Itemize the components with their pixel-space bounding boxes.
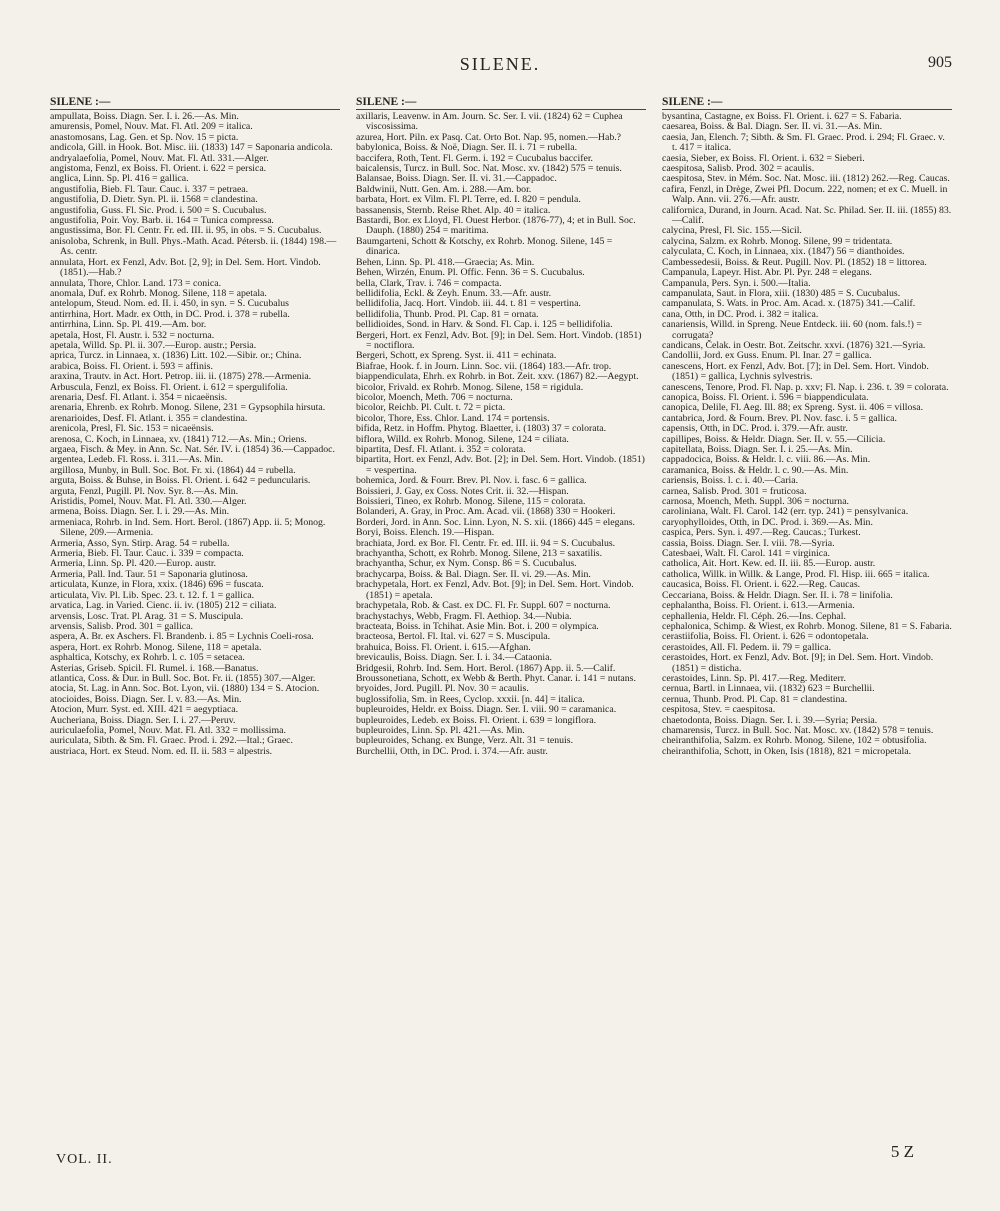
index-entry: campanulata, S. Wats. in Proc. Am. Acad. x. (1875) 341.—Calif. (662, 298, 916, 310)
index-entry: calycina, Presl, Fl. Sic. 155.—Sicil. (662, 225, 802, 237)
index-entry: brevicaulis, Boiss. Diagn. Ser. I. i. 34.—Cataonia. (356, 652, 552, 664)
index-entry: apetala, Willd. Sp. Pl. ii. 307.—Europ. austr.; Persia. (50, 339, 257, 351)
index-entry: caesia, Sieber, ex Boiss. Fl. Orient. i. 632 = Sieberi. (662, 152, 865, 164)
index-entry: arenaria, Ehrenb. ex Rohrb. Monog. Silene, 231 = Gypsophila hirsuta. (50, 402, 326, 414)
index-entry: bipartita, Hort. ex Fenzl, Adv. Bot. [2]; in Del. Sem. Hort. Vindob. (1851) = vespertina. (356, 454, 645, 476)
index-entry: articulata, Kunze, in Flora, xxix. (1846) 696 = fuscata. (50, 579, 264, 591)
index-entry: chamarensis, Turcz. in Bull. Soc. Nat. Mosc. xv. (1842) 578 = tenuis. (662, 724, 934, 736)
index-entry: Asterias, Griseb. Spicil. Fl. Rumel. i. 168.—Banatus. (50, 662, 259, 674)
index-entry: arenaria, Desf. Fl. Atlant. i. 354 = nicaeënsis. (50, 391, 228, 403)
index-entry: bellidifolia, Jacq. Hort. Vindob. iii. 44. t. 81 = vespertina. (356, 298, 581, 310)
index-entry: cheiranthifolia, Schott, in Oken, Isis (1818), 821 = micropetala. (662, 745, 912, 757)
index-entry: Armeria, Pall. Ind. Taur. 51 = Saponaria glutinosa. (50, 568, 248, 580)
index-entry: articulata, Viv. Pl. Lib. Spec. 23. t. 12. f. 1 = gallica. (50, 589, 255, 601)
index-entry: Aristidis, Pomel, Nouv. Mat. Fl. Atl. 330.—Alger. (50, 496, 247, 508)
entry-list (662, 112, 952, 757)
index-entry: Bergeri, Hort. ex Fenzl, Adv. Bot. [9]; in Del. Sem. Hort. Vindob. (1851) = noctiflora. (356, 329, 642, 351)
index-entry: arabica, Boiss. Fl. Orient. i. 593 = affinis. (50, 360, 213, 372)
index-entry: armena, Boiss. Diagn. Ser. I. i. 29.—As. Min. (50, 506, 230, 518)
index-entry: anisoloba, Schrenk, in Bull. Phys.-Math. Acad. Pétersb. ii. (1844) 198.—As. centr. (50, 235, 337, 258)
index-entry: atocia, St. Lag. in Ann. Soc. Bot. Lyon, vii. (1880) 134 = S. Atocion. (50, 683, 320, 695)
index-entry: aspera, Hort. ex Rohrb. Monog. Silene, 118 = apetala. (50, 641, 262, 653)
index-entry: bipartita, Desf. Fl. Atlant. i. 352 = colorata. (356, 444, 526, 455)
index-entry: chaetodonta, Boiss. Diagn. Ser. I. i. 39.—Syria; Persia. (662, 714, 878, 726)
index-entry: capitellata, Boiss. Diagn. Ser. I. i. 25.—As. Min. (662, 444, 853, 455)
index-entry: brachiata, Jord. ex Bor. Fl. Centr. Fr. ed. III. ii. 94 = S. Cucubalus. (356, 537, 616, 549)
index-entry: arenosa, C. Koch, in Linnaea, xv. (1841) 712.—As. Min.; Oriens. (50, 433, 307, 445)
index-entry: Boryi, Boiss. Elench. 19.—Hispan. (356, 527, 495, 539)
index-entry: cernua, Bartl. in Linnaea, vii. (1832) 623 = Burchellii. (662, 683, 875, 695)
index-entry: bryoides, Jord. Pugill. Pl. Nov. 30 = acaulis. (356, 683, 529, 695)
index-entry: canescens, Hort. ex Fenzl, Adv. Bot. [7]; in Del. Sem. Hort. Vindob. (1851) = gallica, Lychnis sylvestris. (662, 360, 929, 383)
index-entry: catholica, Willk. in Willk. & Lange, Prod. Fl. Hisp. iii. 665 = italica. (662, 568, 930, 580)
index-entry: canopica, Boiss. Fl. Orient. i. 596 = biappendiculata. (662, 391, 869, 403)
index-entry: cantabrica, Jord. & Fourn. Brev. Pl. Nov. fasc. i. 5 = gallica. (662, 412, 897, 424)
index-entry: armeniaca, Rohrb. in Ind. Sem. Hort. Berol. (1867) App. ii. 5; Monog. Silene, 209.—Armenia. (50, 516, 326, 539)
index-entry: atlantica, Coss. & Dur. in Bull. Soc. Bot. Fr. ii. (1855) 307.—Alger. (50, 672, 316, 684)
index-entry: Cambessedesii, Boiss. & Reut. Pugill. Nov. Pl. (1852) 18 = littorea. (662, 256, 927, 268)
index-entry: Campanula, Pers. Syn. i. 500.—Italia. (662, 277, 811, 289)
entry-list (50, 112, 340, 757)
index-entry: bifida, Retz. in Hoffm. Phytog. Blaetter, i. (1803) 37 = colorata. (356, 423, 607, 435)
index-entry: Biafrae, Hook. f. in Journ. Linn. Soc. vii. (1864) 183.—Afr. trop. (356, 360, 612, 372)
index-entry: araxina, Trautv. in Act. Hort. Petrop. iii. ii. (1875) 278.—Armenia. (50, 371, 312, 383)
index-entry: cafira, Fenzl, in Drège, Zwei Pfl. Docum. 222, nomen; et ex C. Muell. in Walp. Ann. vii. 276.—Afr. austr. (662, 183, 948, 206)
index-entry: anglica, Linn. Sp. Pl. 416 = gallica. (50, 173, 189, 185)
index-entry: angustifolia, Guss. Fl. Sic. Prod. i. 500 = S. Cucubalus. (50, 204, 267, 216)
index-entry: brahuica, Boiss. Fl. Orient. i. 615.—Afghan. (356, 641, 531, 653)
index-entry: capensis, Otth, in DC. Prod. i. 379.—Afr. austr. (662, 423, 848, 435)
index-entry: axillaris, Leavenw. in Am. Journ. Sc. Ser. I. vii. (1824) 62 = Cuphea viscosissima. (356, 111, 623, 133)
index-entry: calycina, Salzm. ex Rohrb. Monog. Silene, 99 = tridentata. (662, 235, 893, 247)
index-entry: bracteata, Boiss. in Tchihat. Asie Min. Bot. i. 200 = olympica. (356, 620, 599, 632)
index-entry: Bolanderi, A. Gray, in Proc. Am. Acad. vii. (1868) 330 = Hookeri. (356, 506, 616, 518)
index-entry: Candollii, Jord. ex Guss. Enum. Pl. Inar. 27 = gallica. (662, 350, 872, 362)
index-entry: bicolor, Moench, Meth. 706 = nocturna. (356, 391, 513, 403)
index-entry: bupleuroides, Linn. Sp. Pl. 421.—As. Min. (356, 724, 525, 736)
index-entry: canescens, Tenore, Prod. Fl. Nap. p. xxv; Fl. Nap. i. 236. t. 39 = colorata. (662, 381, 949, 393)
index-entry: caucasica, Boiss. Fl. Orient. i. 622.—Reg. Caucas. (662, 579, 861, 591)
index-entry: annulata, Thore, Chlor. Land. 173 = conica. (50, 277, 222, 289)
index-entry: carnosa, Moench, Meth. Suppl. 306 = nocturna. (662, 496, 850, 508)
index-entry: cespitosa, Stev. = caespitosa. (662, 704, 776, 716)
index-entry: annulata, Hort. ex Fenzl, Adv. Bot. [2, 9]; in Del. Sem. Hort. Vindob. (1851).—Hab.? (50, 256, 321, 279)
index-entry: arenicola, Presl, Fl. Sic. 153 = nicaeënsis. (50, 423, 214, 435)
index-entry: carnea, Salisb. Prod. 301 = fruticosa. (662, 485, 807, 497)
index-entry: bicolor, Thore, Ess. Chlor. Land. 174 = portensis. (356, 412, 550, 424)
index-entry: caesarea, Boiss. & Bal. Diagn. Ser. II. vi. 31.—As. Min. (662, 121, 883, 133)
index-entry: bellidioides, Sond. in Harv. & Sond. Fl. Cap. i. 125 = bellidifolia. (356, 319, 613, 331)
index-entry: cerastoides, Linn. Sp. Pl. 417.—Reg. Mediterr. (662, 672, 846, 684)
index-entry: Atocion, Murr. Syst. ed. XIII. 421 = aegyptiaca. (50, 704, 239, 716)
index-entry: cariensis, Boiss. l. c. i. 40.—Caria. (662, 475, 799, 487)
index-entry: arguta, Fenzl, Pugill. Pl. Nov. Syr. 8.—As. Min. (50, 485, 239, 497)
index-entry: cernua, Thunb. Prod. Pl. Cap. 81 = clandestina. (662, 693, 848, 705)
index-entry: Balansae, Boiss. Diagn. Ser. II. vi. 31.—Cappadoc. (356, 173, 557, 185)
index-entry: babylonica, Boiss. & Noë, Diagn. Ser. II. i. 71 = rubella. (356, 142, 578, 154)
index-entry: brachyantha, Schur, ex Nym. Consp. 86 = S. Cucubalus. (356, 558, 577, 570)
index-entry: angustifolia, Bieb. Fl. Taur. Cauc. i. 337 = petraea. (50, 183, 249, 195)
index-entry: auriculaefolia, Pomel, Nouv. Mat. Fl. Atl. 332 = mollissima. (50, 724, 286, 736)
index-entry: brachypetala, Hort. ex Fenzl, Adv. Bot. [9]; in Del. Sem. Hort. Vindob. (1851) = apetala. (356, 579, 634, 601)
column-2 (356, 96, 646, 1186)
column-1 (50, 96, 340, 1186)
index-entry: Armeria, Bieb. Fl. Taur. Cauc. i. 339 = compacta. (50, 548, 244, 560)
index-entry: cephallenia, Heldr. Fl. Céph. 26.—Ins. Cephal. (662, 610, 846, 622)
index-entry: bracteosa, Bertol. Fl. Ital. vi. 627 = S. Muscipula. (356, 631, 551, 643)
index-entry: caryophylloides, Otth, in DC. Prod. i. 369.—As. Min. (662, 516, 873, 528)
index-entry: californica, Durand, in Journ. Acad. Nat. Sc. Philad. Ser. II. iii. (1855) 83.—Calif. (662, 204, 952, 227)
column-heading: SILENE :— (356, 96, 646, 110)
index-entry: bupleuroides, Schang. ex Bunge, Verz. Alt. 31 = tenuis. (356, 735, 574, 747)
column-heading: SILENE :— (50, 96, 340, 110)
index-entry: canariensis, Willd. in Spreng. Neue Entdeck. iii. 60 (nom. fals.!) = corrugata? (662, 319, 922, 341)
index-entry: bicolor, Reichb. Pl. Cult. t. 72 = picta. (356, 402, 506, 414)
index-entry: Catesbaei, Walt. Fl. Carol. 141 = virginica. (662, 548, 830, 560)
index-entry: biappendiculata, Ehrh. ex Rohrb. in Bot. Zeit. xxv. (1867) 82.—Aegypt. (356, 371, 639, 383)
index-entry: cerastiifolia, Boiss. Fl. Orient. i. 626 = odontopetala. (662, 631, 869, 643)
index-entry: ampullata, Boiss. Diagn. Ser. I. i. 26.—As. Min. (50, 111, 239, 122)
index-entry: bassanensis, Sternb. Reise Rhet. Alp. 40 = italica. (356, 204, 551, 216)
index-entry: apetala, Host, Fl. Austr. i. 532 = nocturna. (50, 329, 215, 341)
index-entry: Baldwinii, Nutt. Gen. Am. i. 288.—Am. bor. (356, 183, 532, 195)
index-entry: bellidifolia, Thunb. Prod. Pl. Cap. 81 = ornata. (356, 308, 539, 320)
index-entry: bohemica, Jord. & Fourr. Brev. Pl. Nov. i. fasc. 6 = gallica. (356, 475, 587, 487)
index-entry: argaea, Fisch. & Mey. in Ann. Sc. Nat. Sér. IV. i. (1854) 36.—Cappadoc. (50, 444, 335, 455)
index-entry: cappadocica, Boiss. & Heldr. l. c. viii. 86.—As. Min. (662, 454, 871, 466)
index-entry: angustissima, Bor. Fl. Centr. Fr. ed. III. ii. 95, in obs. = S. Cucubalus. (50, 225, 322, 237)
index-entry: cana, Otth, in DC. Prod. i. 382 = italica. (662, 308, 819, 320)
index-entry: bysantina, Castagne, ex Boiss. Fl. Orient. i. 627 = S. Fabaria. (662, 111, 902, 122)
index-entry: arvensis, Salisb. Prod. 301 = gallica. (50, 620, 193, 632)
index-entry: Behen, Wirzén, Enum. Pl. Offic. Fenn. 36 = S. Cucubalus. (356, 267, 585, 279)
index-entry: Boissieri, J. Gay, ex Coss. Notes Crit. ii. 32.—Hispan. (356, 485, 569, 497)
index-entry: campanulata, Saut. in Flora, xiii. (1830) 485 = S. Cucubalus. (662, 287, 901, 299)
index-entry: Baumgarteni, Schott & Kotschy, ex Rohrb. Monog. Silene, 145 = dinarica. (356, 235, 613, 258)
index-entry: caroliniana, Walt. Fl. Carol. 142 (err. typ. 241) = pensylvanica. (662, 506, 909, 518)
index-entry: brachypetala, Rob. & Cast. ex DC. Fl. Fr. Suppl. 607 = nocturna. (356, 600, 611, 612)
index-entry: candicans, Čelak. in Oestr. Bot. Zeitschr. xxvi. (1876) 321.—Syria. (662, 339, 926, 351)
index-entry: angistoma, Fenzl, ex Boiss. Fl. Orient. i. 622 = persica. (50, 163, 267, 175)
running-head: SILENE. (459, 54, 541, 74)
index-columns (50, 96, 960, 1186)
index-entry: caesia, Jan, Elench. 7; Sibth. & Sm. Fl. Graec. Prod. i. 294; Fl. Graec. v. t. 417 = italica. (662, 131, 945, 154)
index-entry: cerastoides, All. Fl. Pedem. ii. 79 = gallica. (662, 641, 832, 653)
index-entry: antelopum, Steud. Nom. ed. II. i. 450, in syn. = S. Cucubalus (50, 298, 289, 310)
column-3 (662, 96, 952, 1186)
index-entry: caspica, Pers. Syn. i. 497.—Reg. Caucas.; Turkest. (662, 527, 861, 539)
index-entry: arenarioides, Desf. Fl. Atlant. i. 355 = clandestina. (50, 412, 248, 424)
index-entry: argentea, Ledeb. Fl. Ross. i. 311.—As. Min. (50, 454, 224, 466)
index-entry: caramanica, Boiss. & Heldr. l. c. 90.—As. Min. (662, 464, 849, 476)
index-entry: argillosa, Munby, in Bull. Soc. Bot. Fr. xi. (1864) 44 = rubella. (50, 464, 296, 476)
index-entry: bellidifolia, Eckl. & Zeyh. Enum. 33.—Afr. austr. (356, 287, 552, 299)
index-entry: cephalantha, Boiss. Fl. Orient. i. 613.—Armenia. (662, 600, 855, 612)
index-entry: bupleuroides, Heldr. ex Boiss. Diagn. Ser. I. viii. 90 = caramanica. (356, 704, 617, 716)
index-entry: caespitosa, Salisb. Prod. 302 = acaulis. (662, 163, 815, 175)
index-entry: Ceccariana, Boiss. & Heldr. Diagn. Ser. II. i. 78 = linifolia. (662, 589, 893, 601)
page-header (0, 46, 1000, 86)
index-entry: caespitosa, Stev. in Mém. Soc. Nat. Mosc. iii. (1812) 262.—Reg. Caucas. (662, 173, 950, 185)
index-entry: Bridgesii, Rohrb. Ind. Sem. Hort. Berol. (1867) App. ii. 5.—Calif. (356, 662, 616, 674)
index-entry: Armeria, Linn. Sp. Pl. 420.—Europ. austr. (50, 558, 216, 570)
index-entry: antirrhina, Hort. Madr. ex Otth, in DC. Prod. i. 378 = rubella. (50, 308, 290, 320)
index-entry: cerastoides, Hort. ex Fenzl, Adv. Bot. [9]; in Del. Sem. Hort. Vindob. (1851) = disticha. (662, 652, 934, 674)
index-entry: brachycarpa, Boiss. & Bal. Diagn. Ser. II. vi. 29.—As. Min. (356, 568, 591, 580)
index-entry: amurensis, Pomel, Nouv. Mat. Fl. Atl. 209 = italica. (50, 121, 253, 133)
index-entry: Burchellii, Otth, in DC. Prod. i. 374.—Afr. austr. (356, 745, 548, 757)
index-entry: Borderi, Jord. in Ann. Soc. Linn. Lyon, N. S. xii. (1866) 445 = elegans. (356, 516, 636, 528)
index-entry: Campanula, Lapeyr. Hist. Abr. Pl. Pyr. 248 = elegans. (662, 267, 872, 279)
index-entry: angustifolia, D. Dietr. Syn. Pl. ii. 1568 = clandestina. (50, 194, 258, 206)
index-entry: antirrhina, Linn. Sp. Pl. 419.—Am. bor. (50, 319, 207, 331)
index-entry: Bastardi, Bor. ex Lloyd, Fl. Ouest Herbor. (1876-77), 4; et in Bull. Soc. Dauph. (1880) 254 = maritima. (356, 215, 636, 237)
index-entry: andryalaefolia, Pomel, Nouv. Mat. Fl. Atl. 331.—Alger. (50, 152, 269, 164)
entry-list (356, 112, 646, 757)
index-entry: Arbuscula, Fenzl, ex Boiss. Fl. Orient. i. 612 = spergulifolia. (50, 381, 288, 393)
index-entry: Bergeri, Schott, ex Spreng. Syst. ii. 411 = echinata. (356, 350, 557, 362)
index-entry: arguta, Boiss. & Buhse, in Boiss. Fl. Orient. i. 642 = peduncularis. (50, 475, 311, 487)
index-entry: aprica, Turcz. in Linnaea, x. (1836) Litt. 102.—Sibir. or.; China. (50, 350, 302, 362)
index-entry: Armeria, Asso, Syn. Stirp. Arag. 54 = rubella. (50, 537, 230, 549)
index-entry: arvensis, Losc. Trat. Pl. Arag. 31 = S. Muscipula. (50, 610, 244, 622)
index-entry: Boissieri, Tineo, ex Rohrb. Monog. Silene, 115 = colorata. (356, 496, 586, 508)
signature-mark: 5 Z (890, 1142, 914, 1161)
index-entry: andicola, Gill. in Hook. Bot. Misc. iii. (1833) 147 = Saponaria andicola. (50, 142, 333, 154)
index-entry: Behen, Linn. Sp. Pl. 418.—Graecia; As. Min. (356, 256, 535, 268)
column-heading: SILENE :— (662, 96, 952, 110)
index-entry: azurea, Hort. Piln. ex Pasq. Cat. Orto Bot. Nap. 95, nomen.—Hab.? (356, 131, 622, 143)
index-entry: capillipes, Boiss. & Heldr. Diagn. Ser. II. v. 55.—Cilicia. (662, 433, 886, 445)
index-entry: Aucheriana, Boiss. Diagn. Ser. I. i. 27.—Peruv. (50, 714, 236, 726)
index-entry: cassia, Boiss. Diagn. Ser. I. viii. 78.—Syria. (662, 537, 835, 549)
index-entry: brachyantha, Schott, ex Rohrb. Monog. Silene, 213 = saxatilis. (356, 548, 603, 560)
index-entry: brachystachys, Webb, Fragm. Fl. Aethiop. 34.—Nubia. (356, 610, 572, 622)
index-entry: biflora, Willd. ex Rohrb. Monog. Silene, 124 = ciliata. (356, 433, 569, 445)
volume-label: VOL. II. (56, 1152, 113, 1167)
index-entry: catholica, Ait. Hort. Kew. ed. II. iii. 85.—Europ. austr. (662, 558, 876, 570)
index-entry: cheiranthifolia, Salzm. ex Rohrb. Monog. Silene, 102 = obtusifolia. (662, 735, 927, 747)
index-entry: cephalonica, Schimp. & Wiest, ex Rohrb. Monog. Silene, 81 = S. Fabaria. (662, 620, 952, 632)
index-entry: angustifolia, Poir. Voy. Barb. ii. 164 = Tunica compressa. (50, 215, 274, 227)
index-entry: buglossifolia, Sm. in Rees, Cyclop. xxxii. [n. 44] = italica. (356, 693, 585, 705)
index-entry: bupleuroides, Ledeb. ex Boiss. Fl. Orient. i. 639 = longiflora. (356, 714, 597, 726)
index-entry: auriculata, Sibth. & Sm. Fl. Graec. Prod. i. 292.—Ital.; Graec. (50, 735, 293, 747)
index-entry: bella, Clark, Trav. i. 746 = compacta. (356, 277, 502, 289)
index-entry: baccifera, Roth, Tent. Fl. Germ. i. 192 = Cucubalus baccifer. (356, 152, 593, 164)
index-entry: anastomosans, Lag. Gen. et Sp. Nov. 15 = picta. (50, 131, 239, 143)
index-entry: atocioides, Boiss. Diagn. Ser. I. v. 83.—As. Min. (50, 693, 242, 705)
index-entry: bicolor, Frivald. ex Rohrb. Monog. Silene, 158 = rigidula. (356, 381, 584, 393)
index-entry: aspera, A. Br. ex Aschers. Fl. Brandenb. i. 85 = Lychnis Coeli-rosa. (50, 631, 314, 643)
index-entry: arvatica, Lag. in Varied. Cienc. ii. iv. (1805) 212 = ciliata. (50, 600, 277, 612)
index-entry: baicalensis, Turcz. in Bull. Soc. Nat. Mosc. xv. (1842) 575 = tenuis. (356, 163, 622, 175)
index-entry: austriaca, Hort. ex Steud. Nom. ed. II. ii. 583 = alpestris. (50, 745, 273, 757)
index-entry: asphaltica, Kotschy, ex Rohrb. l. c. 105 = setacea. (50, 652, 245, 664)
index-entry: Broussonetiana, Schott, ex Webb & Berth. Phyt. Canar. i. 141 = nutans. (356, 672, 636, 684)
page-number: 905 (928, 54, 952, 71)
index-entry: calyculata, C. Koch, in Linnaea, xix. (1847) 56 = dianthoides. (662, 246, 905, 258)
index-entry: barbata, Hort. ex Vilm. Fl. Pl. Terre, ed. I. 820 = pendula. (356, 194, 581, 206)
index-entry: anomala, Duf. ex Rohrb. Monog. Silene, 118 = apetala. (50, 287, 267, 299)
index-entry: canopica, Delile, Fl. Aeg. Ill. 88; ex Spreng. Syst. ii. 406 = villosa. (662, 402, 924, 414)
